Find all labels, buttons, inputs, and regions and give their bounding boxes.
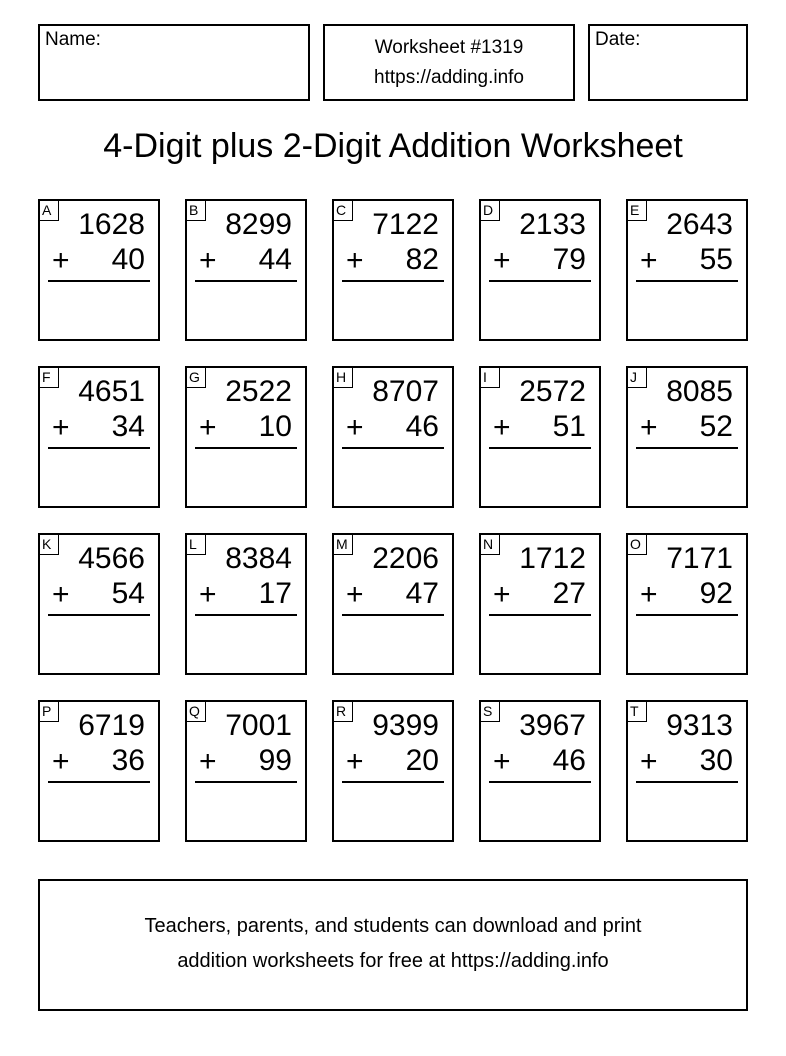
problem-bottom-number: 99 <box>258 744 292 777</box>
problem-bottom-number: 46 <box>405 410 439 443</box>
problem-top-number: 4651 <box>78 375 145 408</box>
problem-label: N <box>479 533 500 555</box>
answer-line <box>489 280 591 282</box>
problem-top-number: 2522 <box>225 375 292 408</box>
problem-label: G <box>185 366 206 388</box>
problem-top-number: 2643 <box>666 208 733 241</box>
problem-label: C <box>332 199 353 221</box>
problem-card <box>185 199 307 341</box>
plus-sign: + <box>493 411 511 444</box>
answer-line <box>48 614 150 616</box>
problem-label: E <box>626 199 647 221</box>
problem-label: Q <box>185 700 206 722</box>
problem-bottom-number: 51 <box>552 410 586 443</box>
answer-line <box>195 447 297 449</box>
plus-sign: + <box>52 745 70 778</box>
problem-card <box>185 533 307 675</box>
problem-top-number: 8299 <box>225 208 292 241</box>
plus-sign: + <box>199 745 217 778</box>
problem-card <box>38 700 160 842</box>
problem-bottom-number: 40 <box>111 243 145 276</box>
problem-card <box>479 366 601 508</box>
problem-card <box>38 366 160 508</box>
problem-label: I <box>479 366 500 388</box>
problem-label: S <box>479 700 500 722</box>
problem-bottom-number: 52 <box>699 410 733 443</box>
plus-sign: + <box>640 745 658 778</box>
problem-bottom-number: 36 <box>111 744 145 777</box>
answer-line <box>489 447 591 449</box>
problem-card <box>626 366 748 508</box>
answer-line <box>636 280 738 282</box>
problem-card <box>332 366 454 508</box>
plus-sign: + <box>199 411 217 444</box>
plus-sign: + <box>52 411 70 444</box>
problem-bottom-number: 34 <box>111 410 145 443</box>
problem-card <box>626 700 748 842</box>
problem-bottom-number: 82 <box>405 243 439 276</box>
plus-sign: + <box>346 244 364 277</box>
answer-line <box>636 614 738 616</box>
answer-line <box>342 781 444 783</box>
problem-top-number: 7171 <box>666 542 733 575</box>
problem-label: M <box>332 533 353 555</box>
problem-top-number: 3967 <box>519 709 586 742</box>
problem-top-number: 9399 <box>372 709 439 742</box>
problem-card <box>332 199 454 341</box>
plus-sign: + <box>346 411 364 444</box>
page-title: 4-Digit plus 2-Digit Addition Worksheet <box>103 127 683 165</box>
answer-line <box>48 447 150 449</box>
plus-sign: + <box>346 578 364 611</box>
problem-card <box>332 700 454 842</box>
problem-card <box>38 199 160 341</box>
plus-sign: + <box>199 244 217 277</box>
problem-top-number: 4566 <box>78 542 145 575</box>
problem-bottom-number: 54 <box>111 577 145 610</box>
problem-bottom-number: 55 <box>699 243 733 276</box>
problem-card <box>38 533 160 675</box>
problem-label: O <box>626 533 647 555</box>
problem-label: J <box>626 366 647 388</box>
problem-card <box>185 366 307 508</box>
problem-top-number: 8384 <box>225 542 292 575</box>
answer-line <box>636 781 738 783</box>
problem-bottom-number: 79 <box>552 243 586 276</box>
footer-line-1: Teachers, parents, and students can download and print <box>144 915 642 937</box>
problem-label: D <box>479 199 500 221</box>
plus-sign: + <box>640 411 658 444</box>
answer-line <box>342 614 444 616</box>
problem-card <box>479 533 601 675</box>
problem-label: B <box>185 199 206 221</box>
problem-label: P <box>38 700 59 722</box>
worksheet-url: https://adding.info <box>374 67 524 88</box>
problem-label: H <box>332 366 353 388</box>
problem-bottom-number: 27 <box>552 577 586 610</box>
problem-top-number: 1628 <box>78 208 145 241</box>
problem-bottom-number: 92 <box>699 577 733 610</box>
answer-line <box>489 781 591 783</box>
plus-sign: + <box>199 578 217 611</box>
plus-sign: + <box>640 244 658 277</box>
problem-bottom-number: 30 <box>699 744 733 777</box>
answer-line <box>48 280 150 282</box>
problem-top-number: 1712 <box>519 542 586 575</box>
problem-top-number: 2572 <box>519 375 586 408</box>
problem-bottom-number: 44 <box>258 243 292 276</box>
problem-card <box>626 533 748 675</box>
answer-line <box>48 781 150 783</box>
plus-sign: + <box>346 745 364 778</box>
problem-label: F <box>38 366 59 388</box>
problem-card <box>185 700 307 842</box>
answer-line <box>636 447 738 449</box>
problem-card <box>626 199 748 341</box>
problem-label: L <box>185 533 206 555</box>
answer-line <box>342 280 444 282</box>
problem-top-number: 8085 <box>666 375 733 408</box>
problem-top-number: 8707 <box>372 375 439 408</box>
plus-sign: + <box>493 745 511 778</box>
answer-line <box>342 447 444 449</box>
problem-label: K <box>38 533 59 555</box>
problem-top-number: 2133 <box>519 208 586 241</box>
answer-line <box>195 280 297 282</box>
problem-card <box>479 199 601 341</box>
problem-bottom-number: 20 <box>405 744 439 777</box>
problem-top-number: 2206 <box>372 542 439 575</box>
problem-bottom-number: 17 <box>258 577 292 610</box>
plus-sign: + <box>52 578 70 611</box>
problem-top-number: 7001 <box>225 709 292 742</box>
footer-box <box>38 879 748 1011</box>
problem-bottom-number: 47 <box>405 577 439 610</box>
problem-bottom-number: 10 <box>258 410 292 443</box>
problem-label: A <box>38 199 59 221</box>
plus-sign: + <box>52 244 70 277</box>
name-label: Name: <box>45 29 101 50</box>
answer-line <box>195 781 297 783</box>
problem-label: R <box>332 700 353 722</box>
problem-card <box>332 533 454 675</box>
plus-sign: + <box>493 578 511 611</box>
answer-line <box>489 614 591 616</box>
worksheet-number: Worksheet #1319 <box>374 37 524 58</box>
problem-card <box>479 700 601 842</box>
problem-top-number: 7122 <box>372 208 439 241</box>
answer-line <box>195 614 297 616</box>
problem-top-number: 6719 <box>78 709 145 742</box>
problem-label: T <box>626 700 647 722</box>
plus-sign: + <box>640 578 658 611</box>
date-label: Date: <box>595 29 641 50</box>
footer-line-2: addition worksheets for free at https://adding.info <box>177 950 609 972</box>
plus-sign: + <box>493 244 511 277</box>
problem-bottom-number: 46 <box>552 744 586 777</box>
problem-top-number: 9313 <box>666 709 733 742</box>
